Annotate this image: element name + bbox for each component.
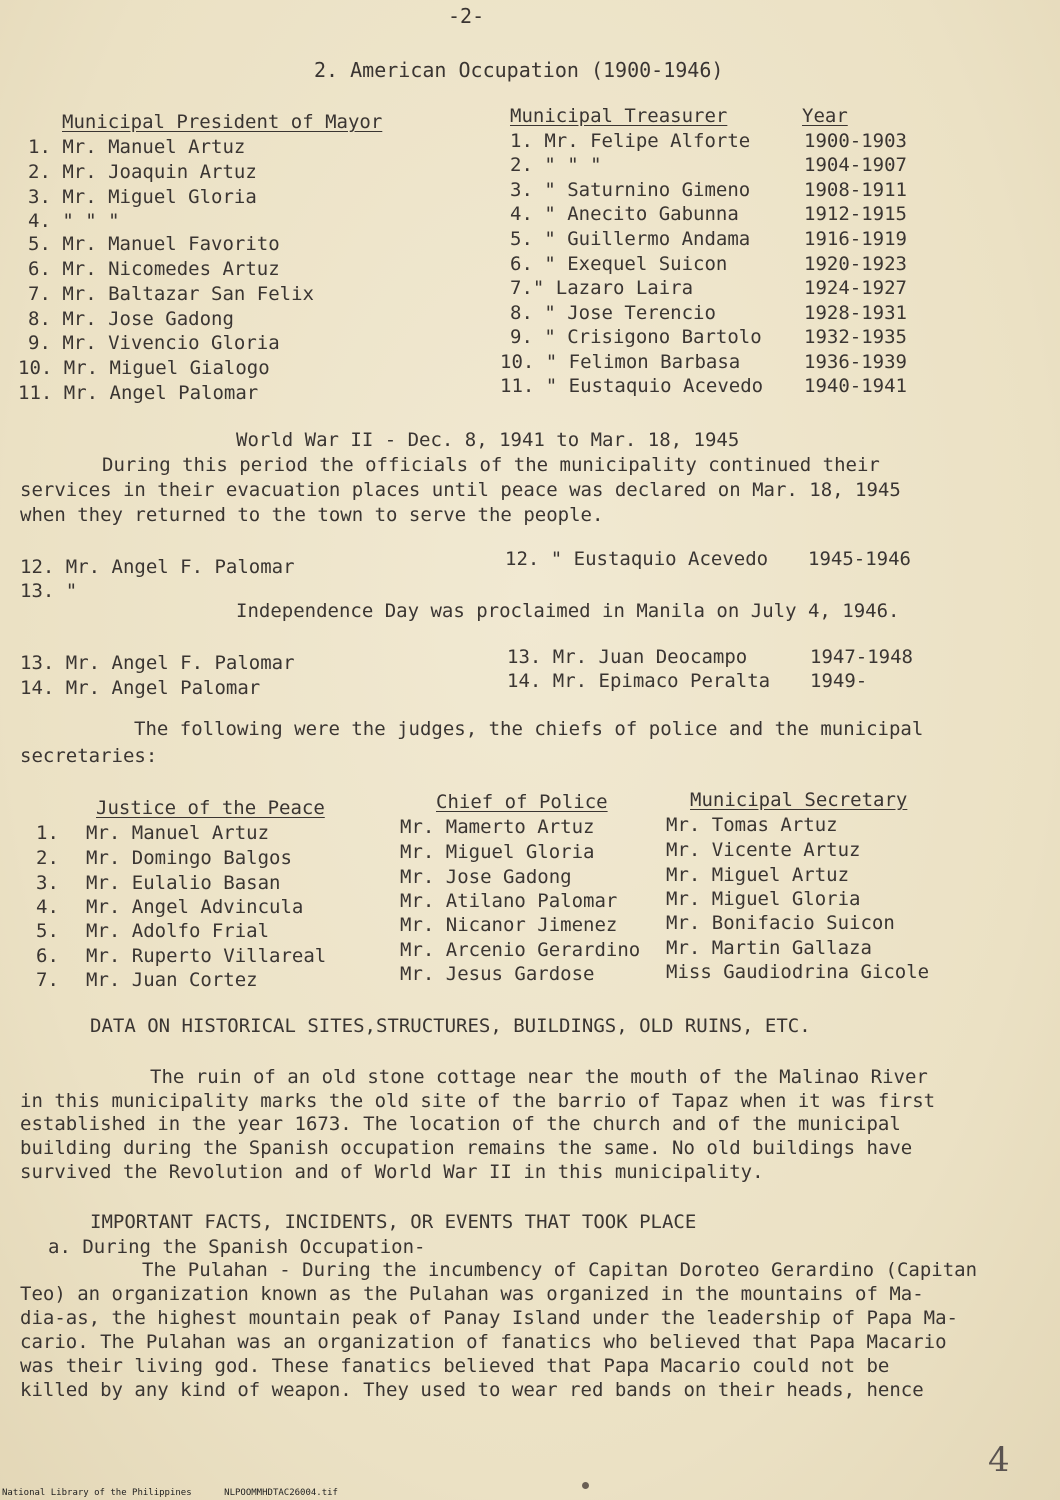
treasurer-item: 1. Mr. Felipe Alforte — [510, 130, 751, 152]
independence-treasurer: 14. Mr. Epimaco Peralta — [507, 670, 771, 692]
police-header: Chief of Police — [436, 791, 608, 813]
secretary-name: Mr. Miguel Gloria — [666, 888, 861, 910]
treasurer-item: 11. " Eustaquio Acevedo — [500, 375, 764, 397]
treasurer-item: 4. " Anecito Gabunna — [510, 203, 739, 225]
secretary-name: Mr. Vicente Artuz — [666, 839, 861, 861]
events-paragraph-line: Teo) an organization known as the Pulahan was organized in the mountains of Ma- — [20, 1283, 924, 1305]
treasurer-item: 10. " Felimon Barbasa — [500, 351, 741, 373]
justice-name: Mr. Angel Advincula — [86, 896, 304, 918]
treasurer-item: 6. " Exequel Suicon — [510, 253, 728, 275]
president-item: 6. Mr. Nicomedes Artuz — [28, 258, 280, 280]
ww2-paragraph-line: During this period the officials of the municipality continued their — [102, 454, 880, 476]
independence-year: 1947-1948 — [810, 646, 913, 668]
treasurer-year: 1932-1935 — [804, 326, 907, 348]
president-item: 8. Mr. Jose Gadong — [28, 308, 234, 330]
official-number: 2. — [36, 847, 59, 869]
ww2-paragraph-line: services in their evacuation places until peace was declared on Mar. 18, 1945 — [20, 479, 901, 501]
footer-filename: NLPOOMMHDTAC26004.tif — [224, 1488, 338, 1498]
ink-spot — [582, 1482, 589, 1489]
justice-name: Mr. Ruperto Villareal — [86, 945, 327, 967]
justice-header: Justice of the Peace — [96, 797, 325, 819]
treasurer-item: 9. " Crisigono Bartolo — [510, 326, 762, 348]
postwar-president: 12. Mr. Angel F. Palomar — [20, 556, 295, 578]
justice-name: Mr. Adolfo Frial — [86, 920, 270, 942]
president-item: 10. Mr. Miguel Gialogo — [18, 357, 270, 379]
police-name: Mr. Miguel Gloria — [400, 841, 595, 863]
police-name: Mr. Jesus Gardose — [400, 963, 595, 985]
treasurer-item: 2. " " " — [510, 154, 602, 176]
events-subheading: a. During the Spanish Occupation- — [48, 1236, 426, 1258]
president-item: 4. " " " — [28, 210, 120, 232]
secretary-header: Municipal Secretary — [690, 789, 908, 811]
historical-paragraph-line: in this municipality marks the old site of the barrio of Tapaz when it was first — [20, 1090, 936, 1112]
independence-treasurer: 13. Mr. Juan Deocampo — [507, 646, 748, 668]
president-item: 9. Mr. Vivencio Gloria — [28, 332, 280, 354]
treasurer-year: 1916-1919 — [804, 228, 907, 250]
events-paragraph-line: cario. The Pulahan was an organization of fanatics who believed that Papa Macario — [20, 1331, 947, 1353]
justice-name: Mr. Domingo Balgos — [86, 847, 292, 869]
secretary-name: Mr. Martin Gallaza — [666, 937, 872, 959]
presidents-header: Municipal President of Mayor — [62, 111, 383, 133]
treasurer-item: 7." Lazaro Laira — [510, 277, 694, 299]
judges-intro-line: The following were the judges, the chiefs of police and the municipal — [134, 718, 924, 740]
president-item: 1. Mr. Manuel Artuz — [28, 136, 246, 158]
independence-president: 13. Mr. Angel F. Palomar — [20, 652, 295, 674]
justice-name: Mr. Manuel Artuz — [86, 822, 270, 844]
treasurer-year: 1924-1927 — [804, 277, 907, 299]
treasurer-year: 1928-1931 — [804, 302, 907, 324]
police-name: Mr. Jose Gadong — [400, 866, 572, 888]
official-number: 4. — [36, 896, 59, 918]
treasurer-item: 3. " Saturnino Gimeno — [510, 179, 751, 201]
treasurer-year: 1940-1941 — [804, 375, 907, 397]
ww2-heading: World War II - Dec. 8, 1941 to Mar. 18, 1945 — [236, 429, 740, 451]
events-paragraph-line: dia-as, the highest mountain peak of Panay Island under the leadership of Papa Ma- — [20, 1307, 958, 1329]
police-name: Mr. Mamerto Artuz — [400, 816, 595, 838]
secretary-name: Miss Gaudiodrina Gicole — [666, 961, 930, 983]
postwar-president: 13. " — [20, 580, 78, 602]
historical-paragraph-line: The ruin of an old stone cottage near the mouth of the Malinao River — [150, 1066, 928, 1088]
treasurer-year: 1904-1907 — [804, 154, 907, 176]
police-name: Mr. Atilano Palomar — [400, 890, 618, 912]
footer-library: National Library of the Philippines — [2, 1488, 192, 1498]
official-number: 3. — [36, 872, 59, 894]
president-item: 11. Mr. Angel Palomar — [18, 382, 259, 404]
official-number: 5. — [36, 920, 59, 942]
footer — [2, 1488, 338, 1498]
independence-year: 1949- — [810, 670, 868, 692]
handwritten-page-marker: 4 — [988, 1440, 1010, 1480]
treasurer-header: Municipal Treasurer — [510, 105, 728, 127]
page-number: -2- — [448, 4, 485, 28]
official-number: 7. — [36, 969, 59, 991]
section-title: 2. American Occupation (1900-1946) — [314, 58, 724, 82]
treasurer-year: 1936-1939 — [804, 351, 907, 373]
events-paragraph-line: was their living god. These fanatics believed that Papa Macario could not be — [20, 1355, 890, 1377]
historical-paragraph-line: building during the Spanish occupation remains the same. No old buildings have — [20, 1137, 913, 1159]
events-heading: IMPORTANT FACTS, INCIDENTS, OR EVENTS THAT TOOK PLACE — [90, 1211, 697, 1233]
treasurer-item: 8. " Jose Terencio — [510, 302, 716, 324]
secretary-name: Mr. Tomas Artuz — [666, 814, 838, 836]
historical-heading: DATA ON HISTORICAL SITES,STRUCTURES, BUILDINGS, OLD RUINS, ETC. — [90, 1015, 811, 1037]
independence-line: Independence Day was proclaimed in Manila on July 4, 1946. — [236, 600, 900, 622]
official-number: 1. — [36, 822, 59, 844]
police-name: Mr. Nicanor Jimenez — [400, 914, 618, 936]
independence-president: 14. Mr. Angel Palomar — [20, 677, 261, 699]
secretary-name: Mr. Miguel Artuz — [666, 864, 850, 886]
justice-name: Mr. Juan Cortez — [86, 969, 258, 991]
historical-paragraph-line: established in the year 1673. The location of the church and of the municipal — [20, 1113, 901, 1135]
treasurer-item: 5. " Guillermo Andama — [510, 228, 751, 250]
ww2-paragraph-line: when they returned to the town to serve the people. — [20, 504, 604, 526]
events-paragraph-line: killed by any kind of weapon. They used to wear red bands on their heads, hence — [20, 1379, 924, 1401]
treasurer-year: 1908-1911 — [804, 179, 907, 201]
treasurer-year: 1912-1915 — [804, 203, 907, 225]
president-item: 2. Mr. Joaquin Artuz — [28, 161, 257, 183]
postwar-treasurer: 12. " Eustaquio Acevedo — [505, 548, 769, 570]
official-number: 6. — [36, 945, 59, 967]
treasurer-year: 1920-1923 — [804, 253, 907, 275]
historical-paragraph-line: survived the Revolution and of World War II in this municipality. — [20, 1161, 764, 1183]
secretary-name: Mr. Bonifacio Suicon — [666, 912, 895, 934]
events-paragraph-line: The Pulahan - During the incumbency of Capitan Doroteo Gerardino (Capitan — [142, 1259, 978, 1281]
year-header: Year — [802, 105, 848, 127]
treasurer-year: 1900-1903 — [804, 130, 907, 152]
president-item: 7. Mr. Baltazar San Felix — [28, 283, 314, 305]
postwar-year: 1945-1946 — [808, 548, 911, 570]
judges-intro-line: secretaries: — [20, 745, 158, 767]
president-item: 5. Mr. Manuel Favorito — [28, 233, 280, 255]
justice-name: Mr. Eulalio Basan — [86, 872, 281, 894]
police-name: Mr. Arcenio Gerardino — [400, 939, 641, 961]
president-item: 3. Mr. Miguel Gloria — [28, 186, 257, 208]
